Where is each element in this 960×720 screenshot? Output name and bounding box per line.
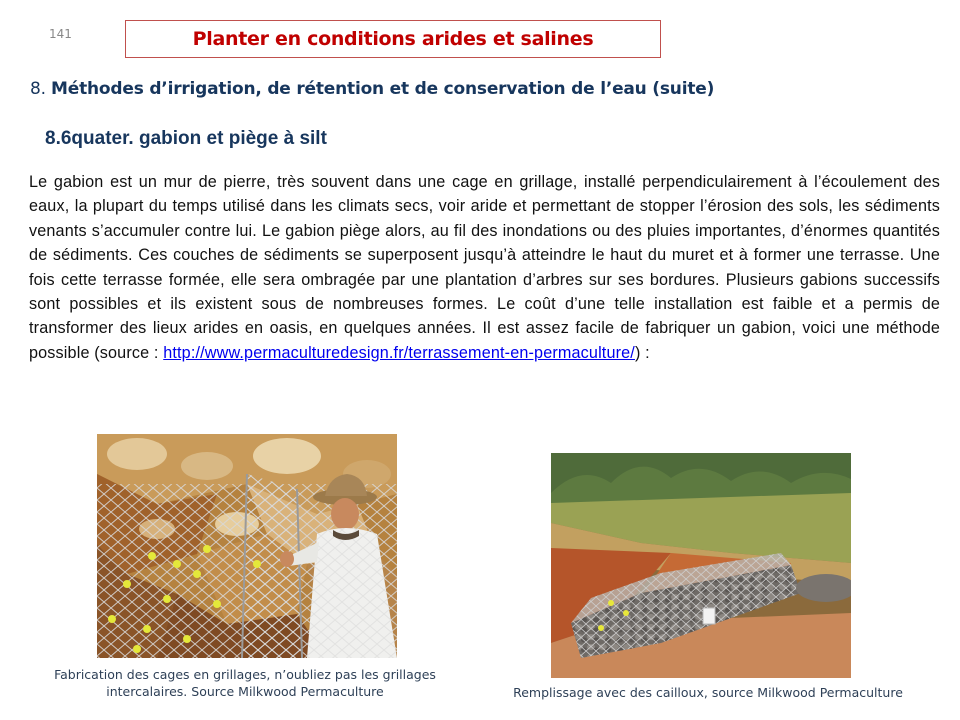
section-title: Méthodes d’irrigation, de rétention et de conservation de l’eau (suite) <box>51 79 715 99</box>
body-text-tail: ) : <box>634 343 650 362</box>
left-caption-line-1: Fabrication des cages en grillages, n’oubliez pas les grillages <box>54 667 436 682</box>
section-number: 8. <box>30 79 46 99</box>
source-link[interactable]: http://www.permaculturedesign.fr/terrassement-en-permaculture/ <box>163 343 635 362</box>
subsection-heading: 8.6quater. gabion et piège à silt <box>45 128 327 149</box>
left-caption-line-2: intercalaires. Source Milkwood Permaculture <box>106 684 384 699</box>
slide-title-box <box>125 20 661 58</box>
gabion-cage-photo <box>97 434 397 658</box>
gabion-wall-photo <box>551 453 851 678</box>
section-heading <box>30 79 714 99</box>
slide-title: Planter en conditions arides et salines <box>192 28 594 50</box>
body-paragraph <box>29 170 940 365</box>
body-text: Le gabion est un mur de pierre, très souvent dans une cage en grillage, installé perpendiculairement à l’écoulement des eaux, la plupart du temps utilisé dans les climats secs, voir aride et permettant de stopper l’érosion des sols, les sédiments venants s’accumuler contre lui. Le gabion piège alors, au fil des inondations ou des pluies importantes, d’énormes quantités de sédiments. Ces couches de sédiments se superposent jusqu’à atteindre le haut du muret et à former une terrasse. Une fois cette terrasse formée, elle sera ombragée par une plantation d’arbres sur ses bordures. Plusieurs gabions successifs sont possibles et ils existent sous de nombreuses formes. Le coût d’une telle installation est faible et a permis de transformer des lieux arides en oasis, en quelques années. Il est assez facile de fabriquer un gabion, voici une méthode possible (source : <box>29 173 940 362</box>
page-number: 141 <box>49 27 72 41</box>
left-photo-caption <box>40 666 450 700</box>
right-photo-caption: Remplissage avec des cailloux, source Milkwood Permaculture <box>513 685 903 700</box>
